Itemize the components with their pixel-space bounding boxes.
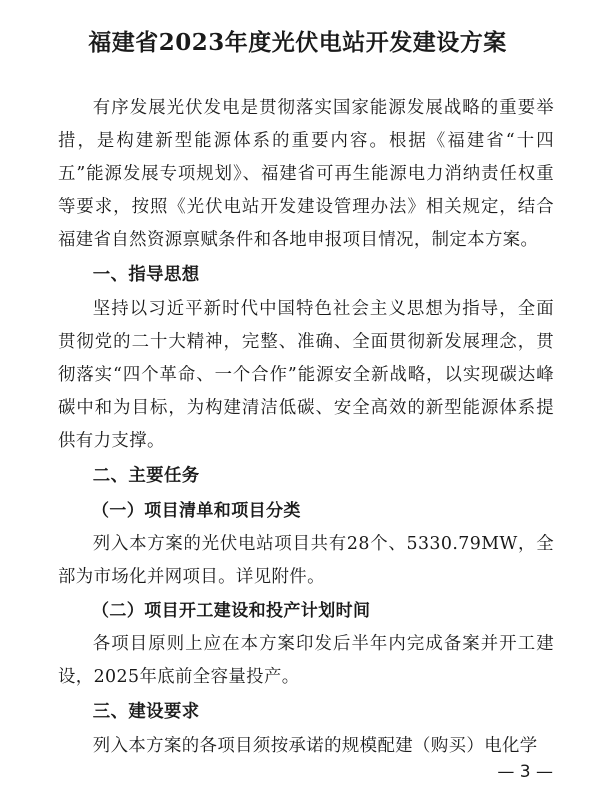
document-body (58, 92, 554, 763)
section-heading-construction-requirements: 三、建设要求 (92, 702, 200, 722)
document-title: 福建省2023年度光伏电站开发建设方案 (88, 29, 507, 56)
intro-paragraph: 有序发展光伏发电是贯彻落实国家能源发展战略的重要举措，是构建新型能源体系的重要内容。根据《福建省“十四五”能源发展专项规划》、福建省可再生能源电力消纳责任权重等要求，按照《光伏电站开发建设管理办法》相关规定，结合福建省自然资源禀赋条件和各地申报项目情况，制定本方案。 (58, 98, 554, 250)
page-number: — 3 — (497, 762, 553, 782)
construction-requirements-paragraph: 列入本方案的各项目须按承诺的规模配建（购买）电化学 (92, 736, 538, 756)
subsection-heading-project-list: （一）项目清单和项目分类 (92, 501, 301, 521)
section-heading-main-tasks: 二、主要任务 (92, 466, 200, 486)
construction-schedule-paragraph: 各项目原则上应在本方案印发后半年内完成备案并开工建设，2025年底前全容量投产。 (58, 634, 554, 687)
subsection-heading-construction-schedule: （二）项目开工建设和投产计划时间 (92, 601, 371, 621)
project-list-paragraph: 列入本方案的光伏电站项目共有28个、5330.79MW，全部为市场化并网项目。详见附件。 (58, 534, 554, 587)
section-heading-guiding-ideology: 一、指导思想 (92, 265, 200, 285)
guiding-ideology-paragraph: 坚持以习近平新时代中国特色社会主义思想为指导，全面贯彻党的二十大精神，完整、准确、全面贯彻新发展理念，贯彻落实“四个革命、一个合作”能源安全新战略，以实现碳达峰碳中和为目标，为构建清洁低碳、安全高效的新型能源体系提供有力支撑。 (58, 299, 554, 451)
